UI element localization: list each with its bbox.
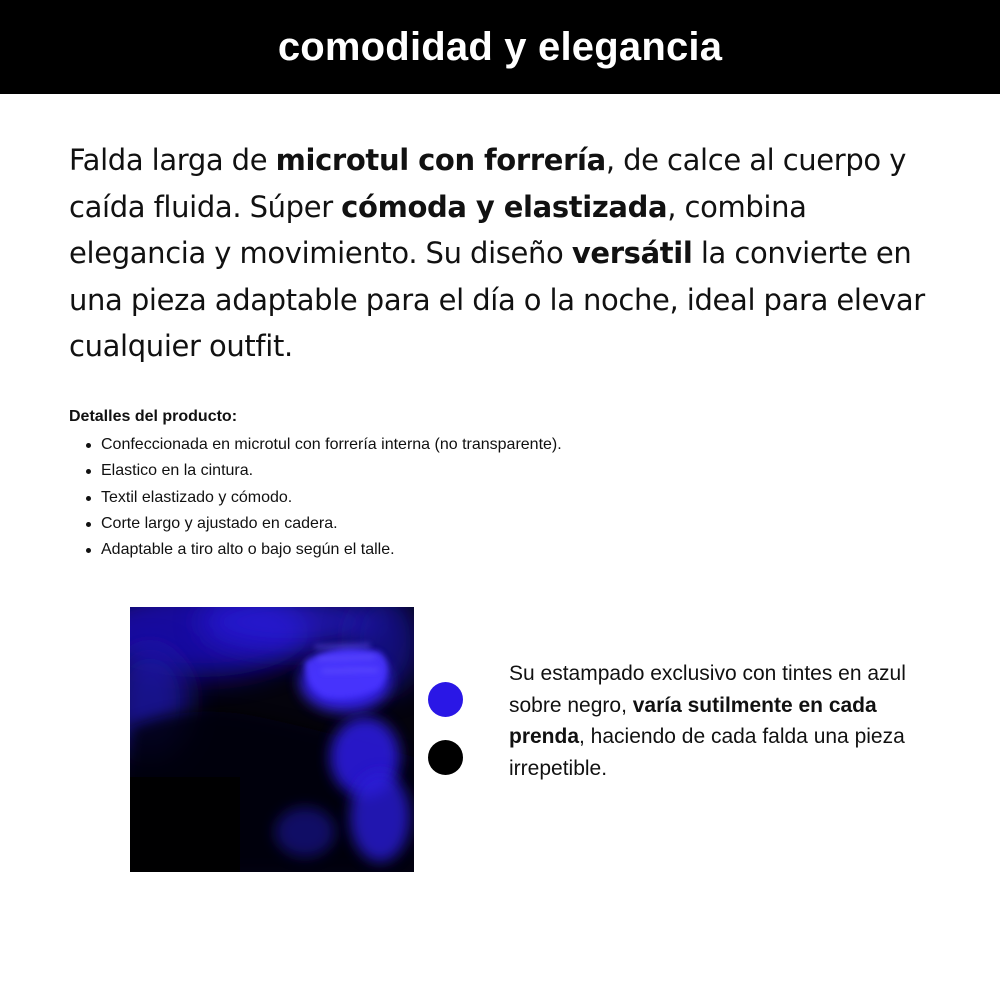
bullet-icon <box>86 496 91 501</box>
details-list <box>69 432 769 563</box>
bullet-icon <box>86 443 91 448</box>
details-heading: Detalles del producto: <box>69 408 238 425</box>
description-highlight: microtul con forrería <box>275 143 606 177</box>
description-text: la convierte en una pieza adaptable para el día o la noche, ideal para elevar cualquier outfit. <box>69 236 925 363</box>
description-highlight: cómoda y elastizada <box>341 189 668 224</box>
list-item-text: Confeccionada en microtul con forrería interna (no transparente). <box>101 436 562 453</box>
list-item <box>69 511 769 537</box>
description-highlight: versátil <box>571 236 693 270</box>
list-item-text: Elastico en la cintura. <box>101 462 254 480</box>
product-details <box>69 406 769 563</box>
pattern-note-highlight: varía sutilmente en cada prenda <box>509 693 877 748</box>
list-item <box>69 458 769 484</box>
black-color-swatch <box>428 740 463 775</box>
fabric-pattern-image <box>130 607 414 872</box>
bullet-icon <box>86 522 91 527</box>
bullet-icon <box>86 548 91 553</box>
bullet-icon <box>86 469 91 474</box>
description-text: Falda larga de <box>69 143 276 177</box>
list-item-text: Corte largo y ajustado en cadera. <box>101 514 338 532</box>
product-description <box>69 137 949 370</box>
description-text: , de calce al cuerpo y caída fluida. Súper <box>69 143 907 224</box>
header-banner <box>0 0 1000 94</box>
pattern-note-text: Su estampado exclusivo con tintes en azul sobre negro, <box>509 662 906 717</box>
list-item <box>69 485 769 511</box>
list-item <box>69 537 769 563</box>
blue-color-swatch <box>428 682 463 717</box>
pattern-note <box>509 658 929 784</box>
list-item <box>69 432 769 458</box>
list-item-text: Textil elastizado y cómodo. <box>101 488 293 506</box>
pattern-note-text: , haciendo de cada falda una pieza irrepetible. <box>509 725 905 780</box>
page-title: comodidad y elegancia <box>277 25 723 69</box>
list-item-text: Adaptable a tiro alto o bajo según el talle. <box>101 541 395 559</box>
description-text: , combina elegancia y movimiento. Su diseño <box>69 189 807 270</box>
